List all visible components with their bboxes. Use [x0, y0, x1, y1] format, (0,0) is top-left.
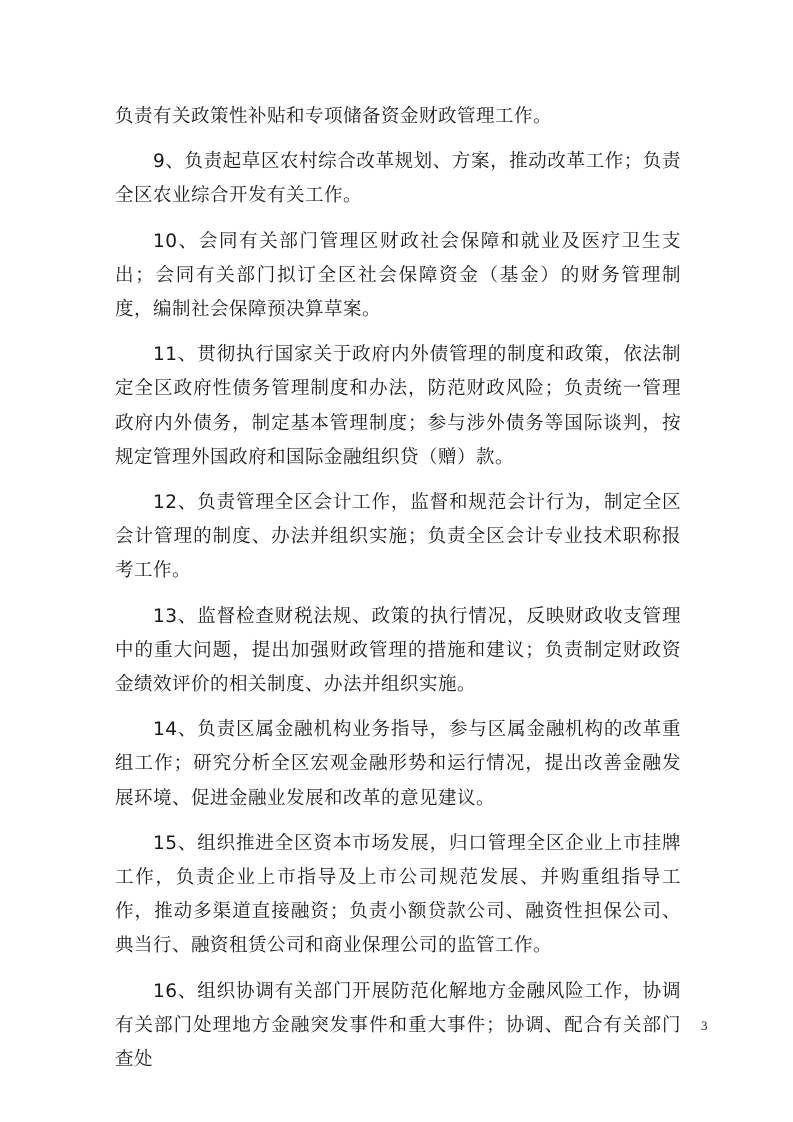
document-body	[115, 100, 681, 1088]
paragraph-item-16: 16、组织协调有关部门开展防范化解地方金融风险工作，协调有关部门处理地方金融突发事件和重大事件；协调、配合有关部门查处	[115, 980, 681, 1071]
paragraph-item-11: 11、贯彻执行国家关于政府内外债管理的制度和政策，依法制定全区政府性债务管理制度和办法，防范财政风险；负责统一管理政府内外债务，制定基本管理制度；参与涉外债务等国际谈判，按规定管理外国政府和国际金融组织贷（赠）款。	[115, 344, 681, 468]
page-number: 3	[701, 1018, 708, 1033]
paragraph-item-14: 14、负责区属金融机构业务指导，参与区属金融机构的改革重组工作；研究分析全区宏观金融形势和运行情况，提出改善金融发展环境、促进金融业发展和改革的意见建议。	[115, 719, 681, 809]
paragraph-item-12: 12、负责管理全区会计工作，监督和规范会计行为，制定全区会计管理的制度、办法并组织实施；负责全区会计专业技术职称报考工作。	[115, 492, 681, 582]
paragraph-item-9: 9、负责起草区农村综合改革规划、方案，推动改革工作；负责全区农业综合开发有关工作。	[115, 151, 681, 207]
paragraph-item-10: 10、会同有关部门管理区财政社会保障和就业及医疗卫生支出；会同有关部门拟订全区社会保障资金（基金）的财务管理制度，编制社会保障预决算草案。	[115, 230, 681, 321]
paragraph-item-13: 13、监督检查财税法规、政策的执行情况，反映财政收支管理中的重大问题，提出加强财政管理的措施和建议；负责制定财政资金绩效评价的相关制度、办法并组织实施。	[115, 605, 681, 696]
paragraph-item-15: 15、组织推进全区资本市场发展，归口管理全区企业上市挂牌工作，负责企业上市指导及上市公司规范发展、并购重组指导工作，推动多渠道直接融资；负责小额贷款公司、融资性担保公司、典当行、融资租赁公司和商业保理公司的监管工作。	[115, 832, 681, 957]
paragraph-continuation: 负责有关政策性补贴和专项储备资金财政管理工作。	[115, 106, 553, 127]
